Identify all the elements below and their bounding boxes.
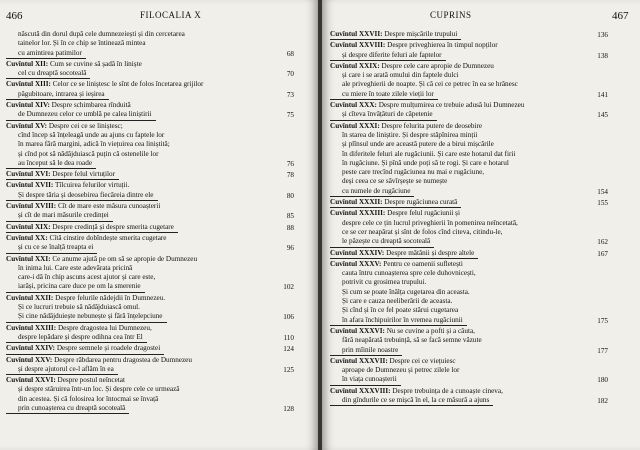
left-page-number: 466 [6, 10, 23, 22]
toc-entry [6, 324, 294, 344]
toc-entry-first-line [330, 387, 586, 396]
toc-entry-first-line [6, 344, 164, 354]
toc-entry-heading: Cuvîntul XXII: [6, 293, 54, 302]
left-toc-list [6, 30, 294, 415]
toc-entry-text: Cîtă cinstire dobîndește smerita cugetare [47, 233, 167, 242]
toc-entry-line: cel cu dreaptă socoteală [6, 69, 90, 79]
toc-entry-heading: Cuvîntul XXXII: [330, 198, 383, 207]
toc-entry-text: Despre cele care apropie de Dumnezeu [379, 61, 494, 70]
toc-entry-text: Cît de mare este măsura cunoașterii [56, 202, 161, 211]
left-running-title: FILOCALIA X [140, 10, 202, 20]
toc-entry-line: și cînd pot să nădăjduiască puțin că ostenelile lor [18, 149, 159, 158]
toc-entry-first-line [6, 101, 272, 110]
toc-entry [330, 327, 608, 356]
toc-entry-first-line [6, 376, 272, 385]
toc-entry-heading: Cuvîntul XXV: [6, 355, 53, 364]
toc-entry-line: din acestea. Și că folosirea lor întocmai se învață [18, 394, 159, 403]
toc-entry-text: Celor ce se liniștesc le sînt de folos încetarea grijilor [50, 80, 204, 89]
toc-entry-line: Și care e cauza neeliberării de aceasta. [342, 297, 453, 306]
toc-entry-text: Despre felul rugăciunii și [385, 209, 460, 218]
toc-entry-heading: Cuvîntul XXVIII: [330, 41, 386, 50]
toc-entry-first-line [6, 122, 272, 131]
toc-entry [6, 170, 294, 180]
toc-entry-first-line [6, 181, 272, 190]
toc-entry [330, 198, 608, 208]
toc-entry [6, 223, 294, 233]
toc-entry-line: cînd încep să înțeleagă unde au ajuns cu faptele lor [18, 130, 165, 139]
toc-entry-text: Despre postul neîncetat [55, 376, 125, 385]
toc-entry-page-number: 138 [597, 51, 608, 60]
toc-entry-line: născută din dorul după cele dumnezeiești și din cercetarea [18, 30, 185, 38]
toc-entry-heading: Cuvîntul XXXIII: [330, 209, 386, 218]
toc-entry-line: potrivit cu grosimea trupului. [342, 278, 427, 287]
toc-entry-first-line [6, 294, 272, 303]
toc-entry-line: și despre ajutorul ce-l aflăm în ea [6, 365, 118, 375]
toc-entry [330, 357, 608, 386]
toc-entry-page-number: 154 [597, 187, 608, 196]
toc-entry-line: fără neapărată trebuință, să se facă semne văzute [342, 336, 482, 345]
toc-entry-line: cauta întru cunoașterea spre cele duhovnicești, [342, 269, 476, 278]
toc-entry-heading: Cuvîntul XXXVIII: [330, 386, 391, 395]
toc-entry-page-number: 102 [283, 283, 294, 292]
toc-entry-first-line [6, 60, 272, 69]
toc-entry-line: Și cine nădăjduiește nebunește și fără înțelepciune [6, 312, 167, 322]
toc-entry-line: prin mîinile noastre [330, 346, 402, 356]
toc-entry-heading: Cuvîntul XVII: [6, 181, 54, 190]
toc-entry-line: în diferitele feluri ale rugăciunii. Și care este hotarul dat firii [342, 149, 516, 158]
toc-entry-page-number: 145 [597, 111, 608, 120]
toc-entry-page-number: 141 [597, 90, 608, 99]
toc-entry-page-number: 88 [286, 223, 294, 232]
toc-entry-first-line [6, 356, 272, 365]
toc-entry [6, 101, 294, 121]
toc-entry-text: Despre felurita putere de deosebire [379, 121, 483, 130]
toc-entry-heading: Cuvîntul XVIII: [6, 202, 57, 211]
toc-entry-page-number: 180 [597, 376, 608, 385]
toc-entry [330, 62, 608, 100]
toc-entry [330, 249, 608, 259]
toc-entry [6, 356, 294, 376]
toc-entry-heading: Cuvîntul XXXVI: [330, 326, 385, 335]
toc-entry-line: în rugăciune. Și pînă unde poți să te rogi. Și care e hotarul [342, 158, 509, 167]
toc-entry-line: cu numele de rugăciune [330, 187, 414, 197]
toc-entry-text: Despre mișcările trupului [382, 30, 458, 38]
toc-entry-text: Pentru ce oamenii sufletești [381, 259, 463, 268]
toc-entry-heading: Cuvîntul XXIX: [330, 61, 380, 70]
toc-entry-line: și despre diferite feluri ale faptelor [330, 51, 446, 61]
toc-entry [330, 387, 608, 407]
toc-entry-heading: Cuvîntul XII: [6, 59, 49, 68]
toc-entry-text: Despre felurile nădejdii în Dumnezeu. [53, 293, 166, 302]
toc-entry-line: din gîndurile ce se mișcă în el, la ce măsură a ajuns [330, 396, 493, 406]
toc-entry-line: și despre stăruirea într-un loc. Și despre cele ce urmează [18, 385, 180, 394]
toc-entry-page-number: 177 [597, 346, 608, 355]
toc-entry-text: Despre felul virtuților [50, 170, 116, 179]
toc-entry [330, 209, 608, 247]
toc-entry-heading: Cuvîntul XIV: [6, 101, 50, 110]
toc-entry-page-number: 136 [597, 31, 608, 39]
toc-entry-page-number: 106 [283, 313, 294, 322]
toc-entry [330, 122, 608, 197]
toc-entry-text: Despre priveghierea în timpul nopților [385, 41, 498, 50]
toc-entry [6, 344, 294, 354]
toc-entry-line: Și despre tăria și deosebirea fiecăreia dintre ele [6, 191, 158, 201]
toc-entry-page-number: 96 [286, 244, 294, 253]
toc-entry-first-line [6, 80, 272, 89]
toc-entry-first-line [330, 122, 586, 131]
right-toc-list [330, 30, 608, 407]
toc-entry-first-line [330, 209, 586, 218]
toc-entry-line: iarăși, pricina care duce pe om la smerenie [6, 282, 145, 292]
toc-entry-text: Despre rugăciunea curată [382, 198, 458, 207]
toc-entry-line: Și ce lucruri trebuie să nădăjduiască omul. [18, 303, 140, 312]
toc-entry-heading: Cuvîntul XXIV: [6, 344, 56, 353]
toc-entry-line: și care i se arată omului din faptele dulci [342, 71, 459, 80]
toc-entry-first-line [330, 260, 586, 269]
toc-entry-heading: Cuvîntul XX: [6, 233, 48, 242]
toc-entry-first-line [6, 223, 178, 233]
toc-entry-page-number: 68 [286, 49, 294, 58]
toc-entry-heading: Cuvîntul XXVI: [6, 376, 56, 385]
toc-entry-text: Despre răbdarea pentru dragostea de Dumnezeu [52, 355, 192, 364]
toc-entry [330, 260, 608, 326]
toc-entry-first-line [330, 198, 461, 208]
toc-entry-line: ale priveghierii de noapte. Și că cei ce petrec în ea se hrănesc [342, 80, 518, 89]
toc-entry-first-line [6, 255, 272, 264]
toc-entry-heading: Cuvîntul XXVII: [330, 30, 383, 38]
toc-entry-first-line [6, 234, 272, 243]
toc-entry-text: Despre mulțumirea ce trebuie adusă lui Dumnezeu [376, 101, 525, 110]
toc-entry-first-line [6, 202, 272, 211]
toc-entry [6, 202, 294, 222]
toc-entry-page-number: 128 [283, 404, 294, 413]
toc-entry-line: care-i dă în chip ascuns acest ajutor și care este, [18, 273, 156, 282]
toc-entry-line: tainelor lor. Și în ce chip se întinează mintea [18, 39, 146, 48]
toc-entry-heading: Cuvîntul XXXVII: [330, 356, 388, 365]
toc-entry-text: Despre cei ce se liniștesc; [47, 121, 123, 130]
toc-entry-page-number: 76 [286, 159, 294, 168]
toc-entry [6, 80, 294, 100]
toc-entry [6, 60, 294, 80]
toc-entry-text: Despre mătănii și despre altele [384, 248, 475, 257]
toc-entry-line: cu miere în toate zilele vieții lor [330, 90, 438, 100]
toc-entry-first-line [330, 41, 586, 50]
toc-entry-heading: Cuvîntul XXXV: [330, 259, 382, 268]
toc-entry-line: prin cunoașterea cu dreaptă socoteală [6, 404, 129, 414]
toc-entry-heading: Cuvîntul XXI: [6, 254, 51, 263]
toc-entry [6, 30, 294, 59]
toc-entry-line: despre lepădare și despre odihna cea într El [6, 333, 147, 343]
toc-entry-line: în inima lui. Care este adevărata pricină [18, 263, 133, 272]
toc-entry-text: Despre schimbarea rînduită [49, 101, 131, 110]
toc-entry-line: Și cînd și în ce fel poate stărui cugetarea [342, 306, 459, 315]
toc-entry-page-number: 124 [283, 345, 294, 354]
toc-entry-first-line [330, 101, 586, 110]
toc-entry-line: în starea de liniștire. Și despre stăpînirea minții [342, 130, 478, 139]
toc-entry-heading: Cuvîntul XVI: [6, 170, 51, 179]
toc-entry-page-number: 167 [597, 249, 608, 258]
toc-entry-text: Despre cei ce viețuiesc [387, 356, 456, 365]
toc-entry-line: și cu ce se înalță treapta ei [6, 243, 97, 253]
toc-entry-line: au început să le dea roade [6, 159, 96, 169]
toc-entry-line: de Dumnezeu celor ce umblă pe calea liniștirii [6, 110, 156, 120]
toc-entry-text: Despre semnele și roadele dragostei [55, 344, 161, 353]
toc-entry-line: și cît de mari măsurile credinței [6, 211, 113, 221]
toc-entry-first-line [330, 249, 478, 259]
toc-entry [6, 122, 294, 169]
toc-entry-page-number: 155 [597, 199, 608, 208]
toc-entry-line: Și cum se poate înălța cugetarea din aceasta. [342, 287, 470, 296]
toc-entry-text: Nu se cuvine a pofti și a căuta, [384, 326, 475, 335]
toc-entry-line: și cîteva învățături de căpetenie [330, 110, 437, 120]
toc-entry-page-number: 70 [286, 70, 294, 79]
toc-entry-line: despre cele ce țin lucrul priveghierii în pomenirea neîncetată, [342, 218, 518, 227]
toc-entry-line: cu amintirea patimilor [6, 49, 86, 59]
toc-entry-page-number: 162 [597, 238, 608, 247]
toc-entry-first-line [330, 327, 586, 336]
toc-entry-line: în marea fără margini, adică în viețuirea cea liniștită; [18, 140, 170, 149]
toc-entry-page-number: 175 [597, 316, 608, 325]
toc-entry [330, 30, 608, 40]
toc-entry-line: deși ceea ce se săvîrșește se numește [342, 177, 448, 186]
toc-entry-line: aproape de Dumnezeu și petrec zilele lor [342, 366, 460, 375]
toc-entry-first-line [330, 62, 586, 71]
toc-entry [6, 255, 294, 293]
toc-entry-first-line [6, 170, 119, 180]
toc-entry-first-line [6, 324, 272, 333]
right-running-title: CUPRINS [430, 10, 472, 20]
toc-entry-line: peste care trecînd rugăciunea nu mai e rugăciune, [342, 168, 485, 177]
toc-entry-page-number: 73 [286, 90, 294, 99]
toc-entry-heading: Cuvîntul XIX: [6, 222, 51, 231]
toc-entry-page-number: 110 [283, 333, 294, 342]
toc-entry-heading: Cuvîntul XXXI: [330, 121, 380, 130]
toc-entry-text: Ce anume ajută pe om să se apropie de Dumnezeu [50, 254, 198, 263]
toc-entry-heading: Cuvîntul XXXIV: [330, 248, 385, 257]
toc-entry-heading: Cuvîntul XV: [6, 121, 48, 130]
toc-entry [6, 376, 294, 414]
toc-entry-line: și plînsul unde are această putere de a birui mișcările [342, 140, 494, 149]
toc-entry-text: Despre credință și despre smerita cugetare [50, 222, 174, 231]
toc-entry-first-line [330, 30, 461, 40]
toc-entry [6, 234, 294, 254]
toc-entry-line: păgubitoare, intrarea și ieșirea [6, 90, 109, 100]
right-page-number: 467 [612, 10, 629, 22]
toc-entry-text: Tîlcuirea felurilor virtuții. [53, 181, 130, 190]
toc-entry-first-line [330, 357, 586, 366]
toc-entry-page-number: 85 [286, 212, 294, 221]
toc-entry [330, 101, 608, 121]
toc-entry-heading: Cuvîntul XXX: [330, 101, 377, 110]
toc-entry-heading: Cuvîntul XXIII: [6, 323, 57, 332]
toc-entry-text: Cum se cuvine să șadă în liniște [48, 59, 142, 68]
toc-entry [6, 294, 294, 323]
toc-entry-line: ce se cer neapărat și sînt de folos cînd citeva, citindu-le, [342, 227, 503, 236]
toc-entry-page-number: 80 [286, 191, 294, 200]
toc-entry-page-number: 78 [286, 171, 294, 180]
toc-entry-page-number: 182 [597, 396, 608, 405]
toc-entry-page-number: 125 [283, 365, 294, 374]
toc-entry [6, 181, 294, 201]
toc-entry-page-number: 75 [286, 111, 294, 120]
toc-entry-line: în afara închipuirilor în vremea rugăciunii [330, 316, 467, 326]
toc-entry-heading: Cuvîntul XIII: [6, 80, 51, 89]
toc-entry-line: le păzește cu dreaptă socoteală [330, 237, 434, 247]
toc-entry-text: Despre trebuința de a cunoaște cineva, [390, 386, 503, 395]
toc-entry-text: Despre dragostea lui Dumnezeu, [56, 323, 152, 332]
toc-entry-line: în viața cunoașterii [330, 375, 401, 385]
toc-entry [330, 41, 608, 61]
